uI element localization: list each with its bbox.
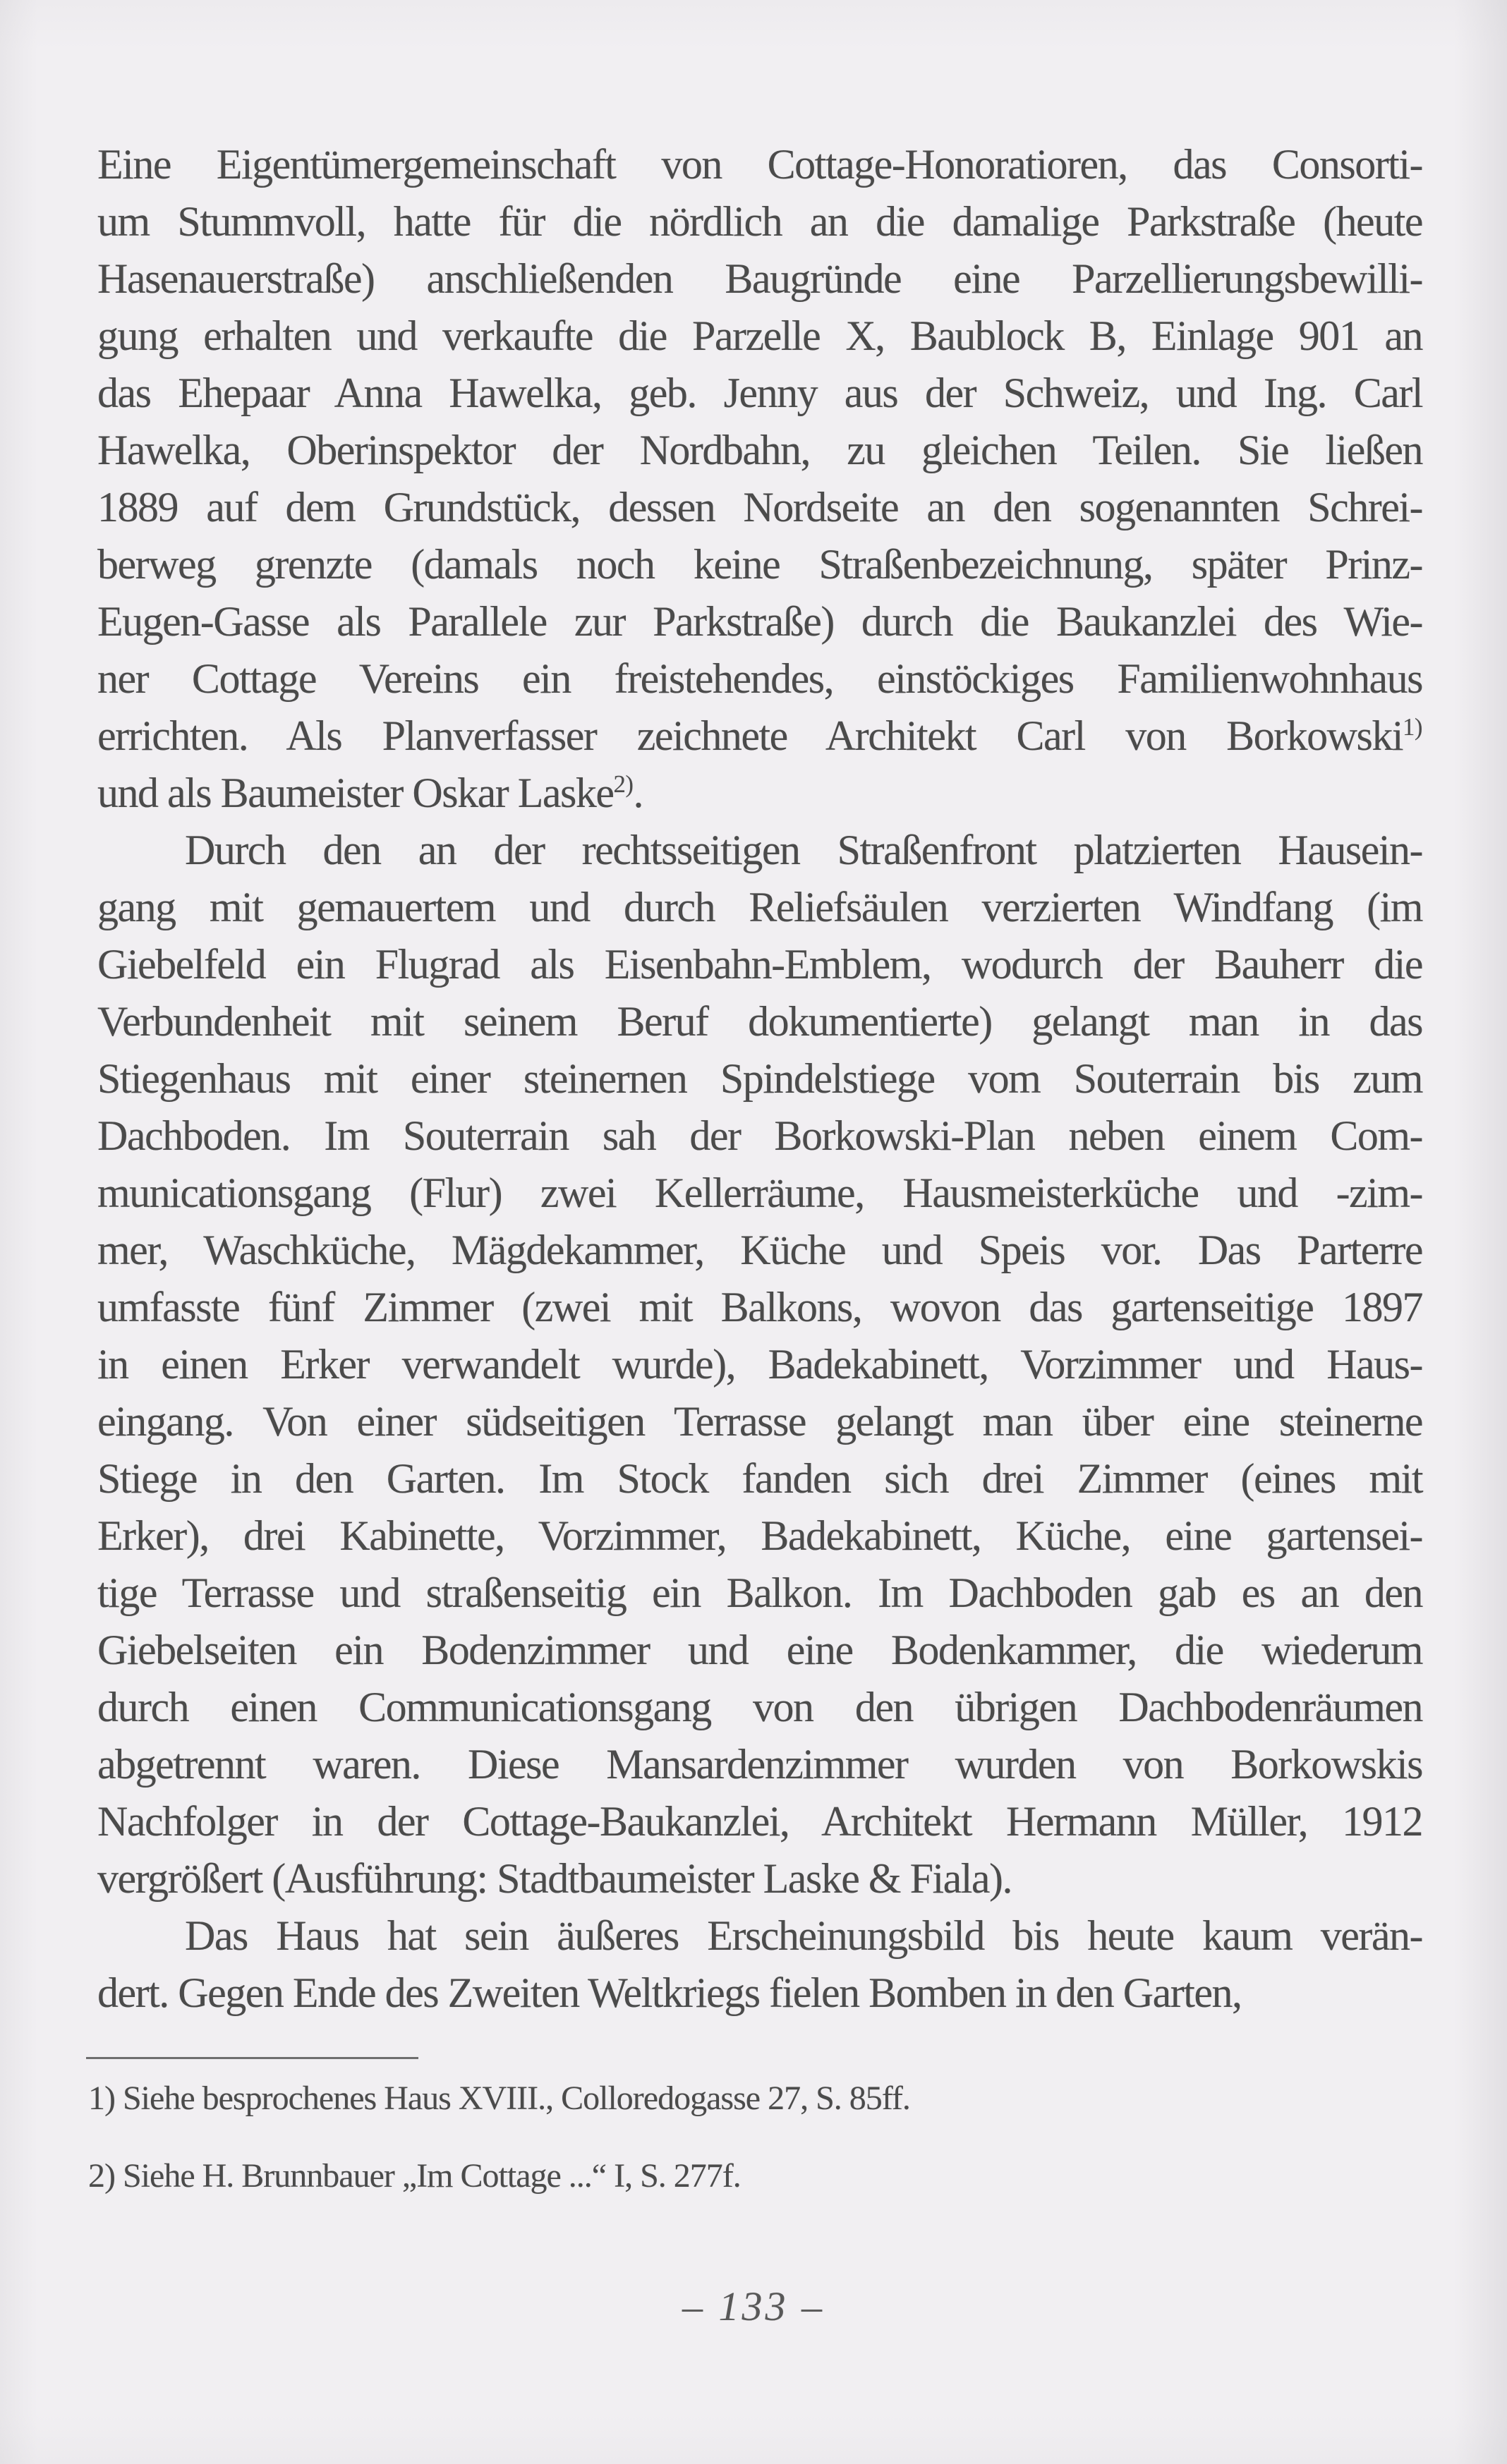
body-text-line: Eugen-Gasse als Parallele zur Parkstraße) durch die Baukanzlei des Wie- [97, 598, 1422, 645]
body-text-line: in einen Erker verwandelt wurde), Badekabinett, Vorzimmer und Haus- [97, 1341, 1422, 1388]
body-text-line: Dachboden. Im Souterrain sah der Borkowski-Plan neben einem Com- [97, 1112, 1422, 1159]
body-text-line: Stiege in den Garten. Im Stock fanden sich drei Zimmer (eines mit [97, 1455, 1422, 1502]
body-text-line: municationsgang (Flur) zwei Kellerräume, Hausmeisterküche und -zim- [97, 1170, 1422, 1216]
body-text-line: durch einen Communicationsgang von den übrigen Dachbodenräumen [97, 1684, 1422, 1730]
body-text-line: berweg grenzte (damals noch keine Straßenbezeichnung, später Prinz- [97, 541, 1422, 588]
body-text-line: tige Terrasse und straßenseitig ein Balkon. Im Dachboden gab es an den [97, 1570, 1422, 1616]
footnote-item: 1) Siehe besprochenes Haus XVIII., Colloredogasse 27, S. 85ff. [88, 2080, 910, 2117]
body-text-line: Hawelka, Oberinspektor der Nordbahn, zu gleichen Teilen. Sie ließen [97, 427, 1422, 473]
body-text-line: Nachfolger in der Cottage-Baukanzlei, Architekt Hermann Müller, 1912 [97, 1798, 1422, 1845]
body-text-line: um Stummvoll, hatte für die nördlich an die damalige Parkstraße (heute [97, 198, 1422, 245]
body-text-line: dert. Gegen Ende des Zweiten Weltkriegs fielen Bomben in den Garten, [97, 1970, 1242, 2016]
body-text [97, 136, 1422, 2022]
body-text-line: eingang. Von einer südseitigen Terrasse gelangt man über eine steinerne [97, 1398, 1422, 1445]
footnote-marker: 2) [613, 770, 634, 798]
body-text-line: errichten. Als Planverfasser zeichnete Architekt Carl von Borkowski$^{1)}$ [97, 712, 1422, 759]
body-text-line: Giebelfeld ein Flugrad als Eisenbahn-Emblem, wodurch der Bauherr die [97, 941, 1422, 988]
body-text-line: das Ehepaar Anna Hawelka, geb. Jenny aus der Schweiz, und Ing. Carl [97, 370, 1422, 416]
footnote-separator [86, 2057, 418, 2059]
body-text-line: umfasste fünf Zimmer (zwei mit Balkons, wovon das gartenseitige 1897 [97, 1284, 1422, 1330]
body-text-line: gang mit gemauertem und durch Reliefsäulen verzierten Windfang (im [97, 884, 1422, 930]
body-text-line: gung erhalten und verkaufte die Parzelle X, Baublock B, Einlage 901 an [97, 312, 1422, 359]
body-text-line: Verbundenheit mit seinem Beruf dokumentierte) gelangt man in das [97, 998, 1422, 1045]
body-text-line: Hasenauerstraße) anschließenden Baugründe eine Parzellierungsbewilli- [97, 255, 1422, 302]
body-text-line: Giebelseiten ein Bodenzimmer und eine Bodenkammer, die wiederum [97, 1627, 1422, 1673]
footnote-item: 2) Siehe H. Brunnbauer „Im Cottage ...“ I, S. 277f. [88, 2157, 741, 2195]
body-text-line: und als Baumeister Oskar Laske$^{2)}$. [97, 770, 643, 816]
footnote-marker: 1) [1403, 713, 1422, 741]
body-text-line: ner Cottage Vereins ein freistehendes, einstöckiges Familienwohnhaus [97, 655, 1422, 702]
body-text-line: Stiegenhaus mit einer steinernen Spindelstiege vom Souterrain bis zum [97, 1055, 1422, 1102]
body-text-line: 1889 auf dem Grundstück, dessen Nordseite an den sogenannten Schrei- [97, 484, 1422, 530]
footnotes [88, 2078, 1372, 2233]
body-text-line: vergrößert (Ausführung: Stadtbaumeister Laske & Fiala). [97, 1855, 1012, 1902]
page-number: – 133 – [682, 2283, 825, 2329]
body-text-line: Durch den an der rechtsseitigen Straßenfront platzierten Hausein- [185, 827, 1422, 873]
body-text-line: Das Haus hat sein äußeres Erscheinungsbild bis heute kaum verän- [185, 1912, 1422, 1959]
body-text-line: Erker), drei Kabinette, Vorzimmer, Badekabinett, Küche, eine gartensei- [97, 1512, 1422, 1559]
body-text-line: mer, Waschküche, Mägdekammer, Küche und Speis vor. Das Parterre [97, 1227, 1422, 1273]
body-text-line: abgetrennt waren. Diese Mansardenzimmer wurden von Borkowskis [97, 1741, 1422, 1788]
body-text-line: Eine Eigentümergemeinschaft von Cottage-Honoratioren, das Consorti- [97, 141, 1422, 188]
